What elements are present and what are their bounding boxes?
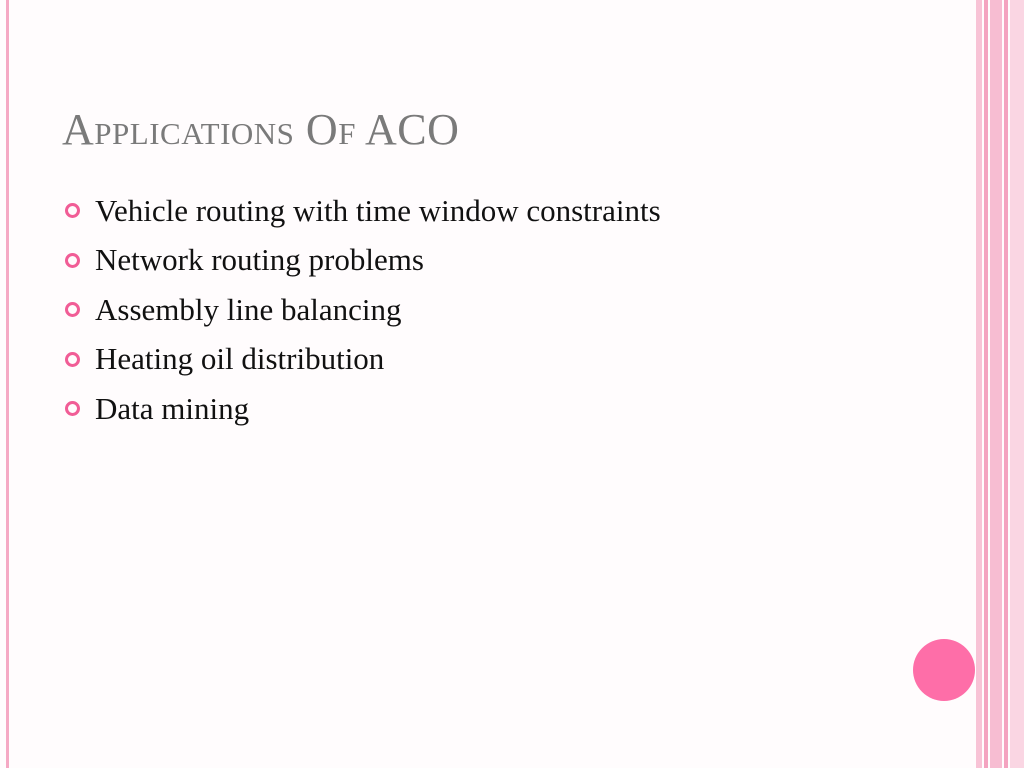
left-border-line (6, 0, 9, 768)
list-item (62, 335, 661, 385)
slide-title: Applications Of ACO (62, 105, 460, 154)
bullet-list (62, 186, 661, 434)
decorative-circle (913, 639, 975, 701)
stripe (984, 0, 988, 768)
right-decorative-stripes (976, 0, 1024, 768)
circle-bullet-icon (65, 401, 80, 416)
bullet-text: Network routing problems (95, 242, 424, 278)
list-item (62, 285, 661, 335)
list-item (62, 384, 661, 434)
stripe (976, 0, 982, 768)
circle-bullet-icon (65, 253, 80, 268)
circle-bullet-icon (65, 352, 80, 367)
circle-bullet-icon (65, 302, 80, 317)
circle-bullet-icon (65, 203, 80, 218)
stripe (990, 0, 1002, 768)
bullet-text: Heating oil distribution (95, 341, 385, 377)
list-item (62, 236, 661, 286)
stripe (1010, 0, 1024, 768)
list-item (62, 186, 661, 236)
bullet-text: Vehicle routing with time window constraints (95, 192, 661, 228)
stripe (1004, 0, 1008, 768)
bullet-text: Data mining (95, 390, 250, 426)
bullet-text: Assembly line balancing (95, 291, 402, 327)
